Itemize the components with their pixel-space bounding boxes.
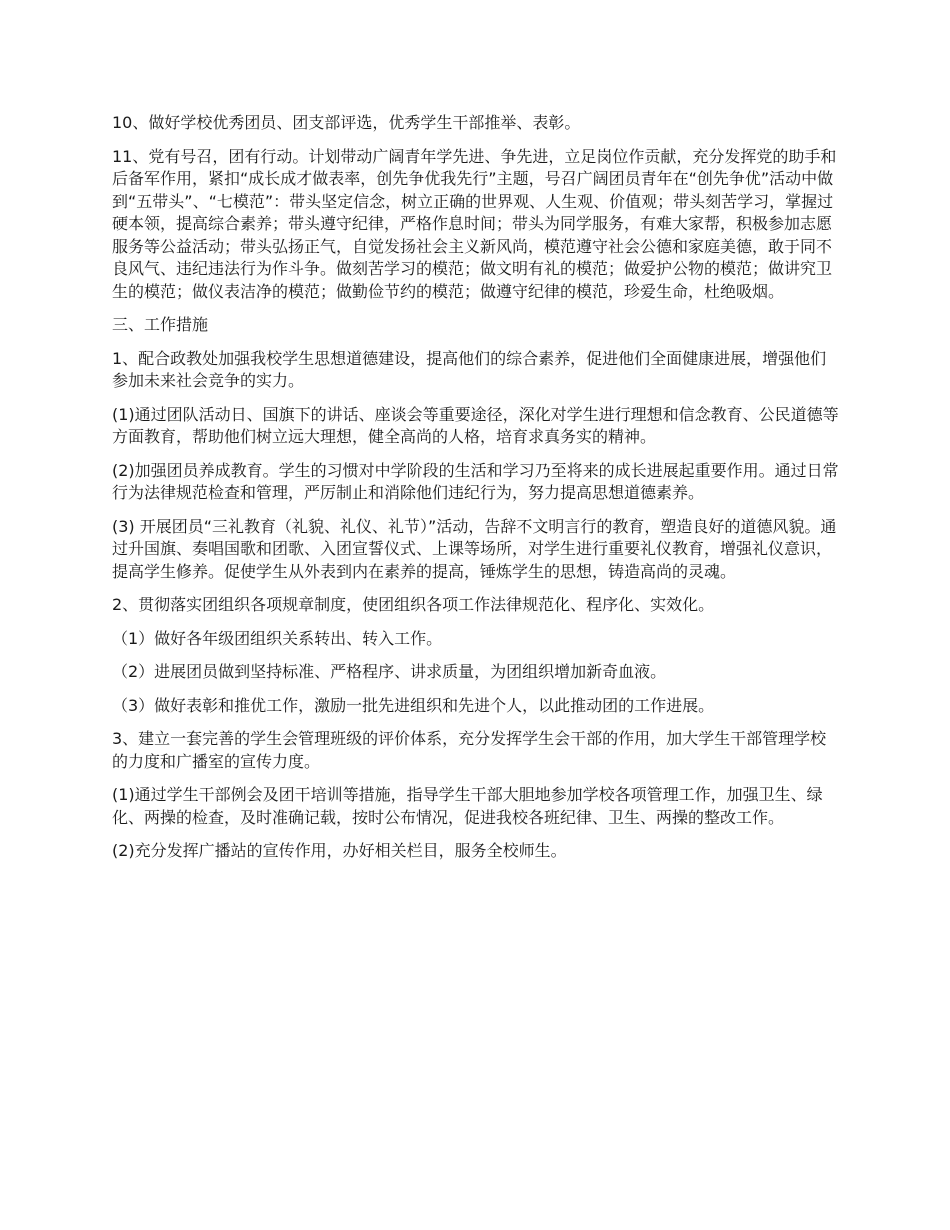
paragraph-measure-1-sub-2: (2)加强团员养成教育。学生的习惯对中学阶段的生活和学习乃至将来的成长进展起重要作用。通过日常行为法律规范检查和管理，严厉制止和消除他们违纪行为，努力提高思想道德素养。 xyxy=(112,460,839,502)
paragraph-measure-1-sub-3: (3) 开展团员“三礼教育（礼貌、礼仪、礼节）”活动，告辞不文明言行的教育，塑造良好的道德风貌。通过升国旗、奏唱国歌和团歌、入团宣誓仪式、上课等场所，对学生进行重要礼仪教育，增强礼仪意识，提高学生修养。促使学生从外表到内在素养的提高，锤炼学生的思想，铸造高尚的灵魂。 xyxy=(112,516,837,581)
paragraph-measure-2: 2、贯彻落实团组织各项规章制度，使团组织各项工作法律规范化、程序化、实效化。 xyxy=(112,595,715,614)
section-heading-work-measures: 三、工作措施 xyxy=(112,315,209,334)
paragraph-measure-2-sub-3: （3）做好表彰和推优工作，激励一批先进组织和先进个人，以此推动团的工作进展。 xyxy=(112,695,715,715)
paragraph-measure-3: 3、建立一套完善的学生会管理班级的评价体系，充分发挥学生会干部的作用，加大学生干部管理学校的力度和广播室的宣传力度。 xyxy=(112,729,827,771)
paragraph-measure-2-sub-1: （1）做好各年级团组织关系转出、转入工作。 xyxy=(112,628,443,648)
document-page xyxy=(112,112,840,874)
paragraph-measure-3-sub-1: (1)通过学生干部例会及团干培训等措施，指导学生干部大胆地参加学校各项管理工作，加强卫生、绿化、两操的检查，及时准确记载，按时公布情况，促进我校各班纪律、卫生、两操的整改工作。 xyxy=(112,785,823,827)
paragraph-item-11: 11、党有号召，团有行动。计划带动广阔青年学先进、争先进，立足岗位作贡献，充分发挥党的助手和后备军作用，紧扣“成长成才做表率，创先争优我先行”主题，号召广阔团员青年在“创先争优”活动中做到“五带头”、“七模范”：带头坚定信念，树立正确的世界观、人生观、价值观；带头刻苦学习，掌握过硬本领，提高综合素养；带头遵守纪律，严格作息时间；带头为同学服务，有难大家帮，积极参加志愿服务等公益活动；带头弘扬正气，自觉发扬社会主义新风尚，模范遵守社会公德和家庭美德，敢于同不良风气、违纪违法行为作斗争。做刻苦学习的模范；做文明有礼的模范；做爱护公物的模范；做讲究卫生的模范；做仪表洁净的模范；做勤俭节约的模范；做遵守纪律的模范，珍爱生命，杜绝吸烟。 xyxy=(112,146,837,301)
paragraph-item-10: 10、做好学校优秀团员、团支部评选，优秀学生干部推举、表彰。 xyxy=(112,113,581,132)
paragraph-measure-3-sub-2: (2)充分发挥广播站的宣传作用，办好相关栏目，服务全校师生。 xyxy=(112,841,567,860)
paragraph-measure-1: 1、配合政教处加强我校学生思想道德建设，提高他们的综合素养，促进他们全面健康进展，增强他们参加未来社会竞争的实力。 xyxy=(112,348,827,390)
paragraph-measure-2-sub-2: （2）进展团员做到坚持标准、严格程序、讲求质量，为团组织增加新奇血液。 xyxy=(112,662,667,681)
paragraph-measure-1-sub-1: (1)通过团队活动日、国旗下的讲话、座谈会等重要途径，深化对学生进行理想和信念教育、公民道德等方面教育，帮助他们树立远大理想，健全高尚的人格，培育求真务实的精神。 xyxy=(112,404,839,446)
